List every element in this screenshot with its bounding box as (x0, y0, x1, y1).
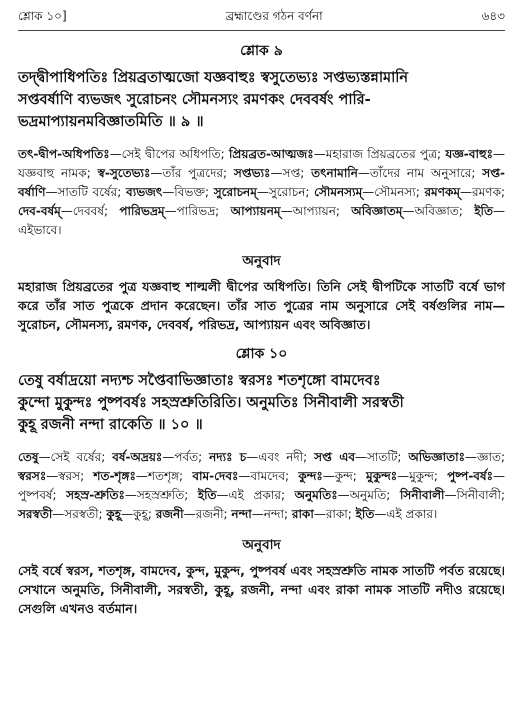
gloss-meaning: —রাকা; (313, 507, 356, 521)
header-chapter-title: ব্রহ্মাণ্ডের গঠন বর্ণনা (225, 9, 323, 23)
gloss-term: রমণকম্ (424, 185, 461, 199)
verse-9-line: তদ্দ্বীপাধিপতিঃ প্রিয়ব্রতাত্মজো যজ্ঞবাহুঃ স্বসুতেভ্যঃ সপ্তভ্যস্তন্নামানি (18, 70, 409, 86)
gloss-term: প্রিয়ব্রত-আত্মজঃ (229, 147, 314, 161)
gloss-term: নদ্যঃ চ (209, 450, 247, 464)
gloss-term: আপ্যায়নম্ (230, 204, 281, 218)
verse-10-translation: সেই বর্ষে স্বরস, শতশৃঙ্গ, বামদেব, কুন্দ, মুকুন্দ, পুষ্পবর্ষ এবং সহস্রশ্রুতি নামক সাতটি পর্বত রয়েছে। সেখানে অনুমতি, সিনীবালী, সরস্বতী, কুহূ, রজনী, নন্দা এবং রাকা নামক সাতটি নদীও রয়েছে। সেগুলি এখনও বর্তমান। (18, 563, 505, 616)
gloss-meaning: —এবং নদী; (246, 450, 315, 464)
gloss-meaning: —সেই বর্ষের; (38, 450, 113, 464)
gloss-meaning: —সৌমনস্য; (362, 185, 425, 199)
verse-10-word-meanings (18, 448, 505, 524)
gloss-term: সরস্বতী (18, 507, 53, 521)
gloss-meaning: —দেববর্ষ; (60, 204, 120, 218)
gloss-meaning: —কুহূ; (121, 507, 156, 521)
gloss-meaning: —বামদেব; (238, 469, 299, 483)
gloss-term: অনুমতিঃ (294, 488, 338, 502)
verse-9-line: সপ্তবর্ষাণি ব্যভজৎ সুরোচনং সৌমনস্যং রমণকং দেববর্ষং পারি- (18, 92, 371, 108)
gloss-meaning: —নন্দা; (251, 507, 292, 521)
running-header (18, 8, 505, 31)
gloss-meaning: —এই প্রকার। (374, 507, 438, 521)
gloss-term: রাকা (291, 507, 314, 521)
gloss-term: সৌমনস্যম্ (314, 185, 363, 199)
gloss-term: দেব-বর্ষম্ (18, 204, 61, 218)
gloss-meaning: —মহারাজ প্রিয়ব্রতের পুত্র; (313, 147, 446, 161)
gloss-meaning: —পর্বত; (162, 450, 210, 464)
gloss-term: বাম-দেবঃ (192, 469, 239, 483)
gloss-term: অবিজ্ঞাতম্ (351, 204, 403, 218)
gloss-meaning: —সাতটি; (355, 450, 409, 464)
header-page-number: ৬৪৩ (481, 9, 505, 23)
gloss-meaning: —বিভক্ত; (162, 185, 214, 199)
gloss-meaning: —মুকুন্দ; (397, 469, 448, 483)
gloss-meaning: —সরস্বতী; (52, 507, 107, 521)
gloss-meaning: —কুন্দ; (322, 469, 367, 483)
gloss-meaning: —অনুমতি; (337, 488, 400, 502)
gloss-term: মুকুন্দঃ (366, 469, 398, 483)
gloss-term: সপ্ত-বর্ষাণি (18, 166, 506, 199)
gloss-term: তেষু (18, 450, 39, 464)
gloss-term: সপ্তভ্যঃ (233, 166, 271, 180)
gloss-meaning: —শতশৃঙ্গ; (135, 469, 193, 483)
verse-9-translation: মহারাজ প্রিয়ব্রতের পুত্র যজ্ঞবাহু শাল্মলী দ্বীপের অধিপতি। তিনি সেই দ্বীপটিকে সাতটি বর্ষে ভাগ করে তাঁর সাত পুত্রকে প্রদান করেছেন। তাঁর সাত পুত্রের নাম অনুসারে সেই বর্ষগুলির নাম—সুরোচন, সৌমনস্য, রমণক, দেববর্ষ, পরিভদ্র, আপ্যায়ন এবং অবিজ্ঞাত। (18, 279, 505, 332)
verse-10-title: শ্লোক ১০ (235, 346, 288, 362)
gloss-meaning: —সপ্ত; (270, 166, 312, 180)
gloss-term: সপ্ত এব (314, 450, 355, 464)
gloss-meaning: —রমণক; (460, 185, 506, 199)
gloss-meaning: —আপ্যায়ন; (280, 204, 352, 218)
gloss-meaning: —সেই দ্বীপের অধিপতি; (109, 147, 229, 161)
gloss-term: সহস্র-শ্রুতিঃ (66, 488, 125, 502)
gloss-term: শত-শৃঙ্গঃ (93, 469, 136, 483)
verse-9-translation-title: অনুবাদ (242, 253, 281, 269)
gloss-term: নন্দা (231, 507, 252, 521)
verse-10-line: কুন্দো মুকুন্দঃ পুষ্পবর্ষঃ সহস্রশ্রুতিরিতি। অনুমতিঃ সিনীবালী সরস্বতী (18, 395, 404, 411)
gloss-term: ব্যভজৎ (126, 185, 163, 199)
verse-10-text (18, 370, 505, 436)
gloss-term: তৎ-দ্বীপ-অধিপতিঃ (18, 147, 110, 161)
gloss-term: পুষ্প-বর্ষঃ (447, 469, 493, 483)
gloss-term: বর্ষ-অদ্রয়ঃ (112, 450, 163, 464)
verse-9-title: শ্লোক ৯ (240, 43, 283, 59)
gloss-term: ইতি (197, 488, 217, 502)
gloss-meaning: —সুরোচন; (256, 185, 315, 199)
gloss-term: পারিভদ্রম্ (119, 204, 165, 218)
gloss-meaning: —সহস্রশ্রুতি; (124, 488, 198, 502)
gloss-term: কুন্দঃ (298, 469, 323, 483)
gloss-meaning: —সিনীবালী; (444, 488, 505, 502)
gloss-term: স্বরসঃ (18, 469, 47, 483)
gloss-meaning: —এই প্রকার; (216, 488, 295, 502)
gloss-meaning: —তাঁদের নাম অনুসারে; (357, 166, 483, 180)
verse-10-line: তেষু বর্ষাদ্রয়ো নদ্যশ্চ সপ্তৈবাভিজ্ঞাতাঃ স্বরসঃ শতশৃঙ্গো বামদেবঃ (18, 373, 381, 389)
verse-10-line: কুহূ রজনী নন্দা রাকেতি ॥ ১০ ॥ (18, 417, 203, 433)
gloss-term: তৎনামানি (311, 166, 358, 180)
verse-9-word-meanings (18, 145, 505, 240)
gloss-term: সিনীবালী (399, 488, 445, 502)
gloss-term: ইতি (355, 507, 375, 521)
gloss-term: কুহূ (106, 507, 122, 521)
verse-9-text (18, 67, 505, 133)
gloss-meaning: —জ্ঞাত; (465, 450, 506, 464)
gloss-meaning: —রজনী; (183, 507, 232, 521)
verse-9-line: ভদ্রমাপ্যায়নমবিজ্ঞাতমিতি ॥ ৯ ॥ (18, 114, 204, 130)
gloss-term: স্ব-সুতেভ্যঃ (97, 166, 151, 180)
gloss-meaning: —অবিজ্ঞাত; (402, 204, 475, 218)
gloss-meaning: —তাঁর পুত্রদের; (150, 166, 234, 180)
gloss-term: রজনী (155, 507, 184, 521)
gloss-meaning: —স্বরস; (46, 469, 94, 483)
gloss-term: যজ্ঞ-বাহুঃ (445, 147, 494, 161)
gloss-term: ইতি (474, 204, 493, 218)
gloss-meaning: —যজ্ঞবাহু নামক; (18, 147, 506, 180)
gloss-term: সুরোচনম্ (213, 185, 257, 199)
gloss-meaning: —পারিভদ্র; (164, 204, 231, 218)
verse-10-translation-title: অনুবাদ (242, 537, 281, 553)
header-verse-ref: শ্লোক ১০] (18, 9, 67, 23)
gloss-meaning: —এইভাবে। (18, 204, 505, 237)
gloss-meaning: —সাতটি বর্ষের; (45, 185, 127, 199)
gloss-meaning: —পুষ্পবর্ষ; (18, 469, 505, 502)
gloss-term: অভিজ্ঞাতাঃ (408, 450, 465, 464)
